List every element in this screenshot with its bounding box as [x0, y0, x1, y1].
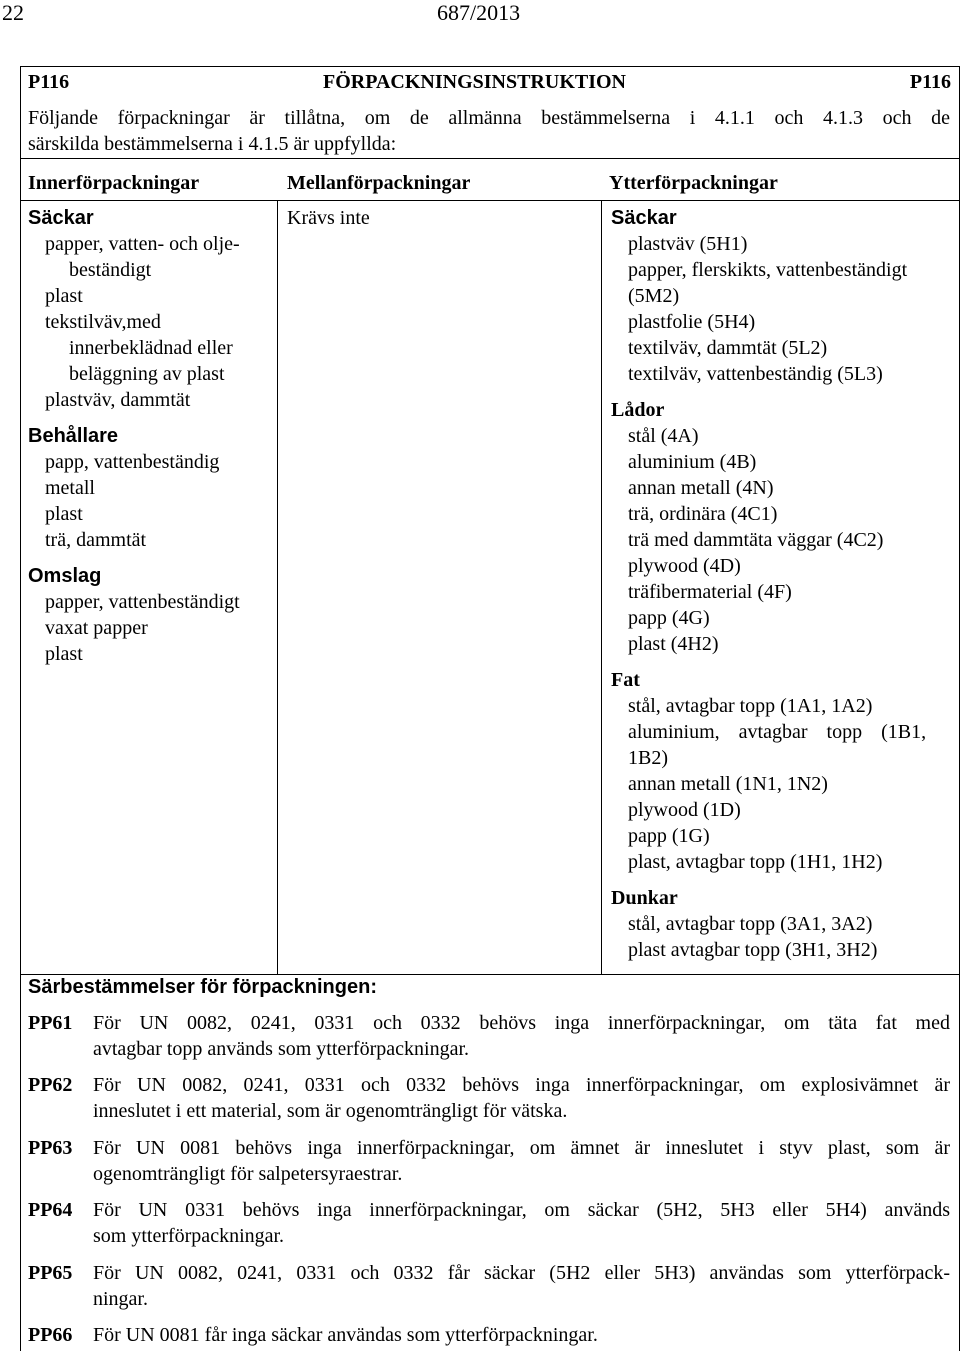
list-item: plast — [45, 285, 83, 307]
provision-text: inneslutet i ett material, som är ogenomträngligt för vätska. — [93, 1100, 568, 1122]
outer-lador-title: Lådor — [611, 399, 665, 421]
outer-packagings-column — [611, 205, 951, 963]
instruction-code-left: P116 — [28, 71, 70, 93]
list-item: träfibermaterial (4F) — [628, 581, 792, 603]
instruction-title: FÖRPACKNINGSINSTRUKTION — [323, 71, 626, 93]
list-item: papper, vattenbeständigt — [45, 591, 240, 613]
provision-code: PP63 — [28, 1137, 73, 1159]
list-item: textilväv, vattenbeständig (5L3) — [628, 363, 883, 385]
list-item: beständigt — [69, 259, 152, 281]
list-item: stål, avtagbar topp (3A1, 3A2) — [628, 913, 873, 935]
list-item: plastväv, dammtät — [45, 389, 191, 411]
list-item: aluminium, avtagbar topp (1B1, — [628, 721, 927, 743]
list-item: plywood (1D) — [628, 799, 741, 821]
list-item: trä, dammtät — [45, 529, 147, 551]
provision-text: För UN 0081 får inga säckar användas som ytterförpackningar. — [93, 1324, 598, 1346]
list-item: plast (4H2) — [628, 633, 719, 655]
list-item: papp, vattenbeständig — [45, 451, 220, 473]
list-item: papper, vatten- och olje- — [45, 233, 240, 255]
provision-code: PP64 — [28, 1199, 73, 1221]
divider — [21, 200, 959, 201]
list-item: beläggning av plast — [69, 363, 225, 385]
intro-line: särskilda bestämmelserna i 4.1.5 är uppfyllda: — [28, 133, 397, 155]
column-header-inner: Innerförpackningar — [28, 172, 200, 194]
list-item: plastfolie (5H4) — [628, 311, 756, 333]
inner-omslag-title: Omslag — [28, 565, 102, 587]
list-item: trä, ordinära (4C1) — [628, 503, 778, 525]
list-item: stål (4A) — [628, 425, 699, 447]
provision-text: För UN 0082, 0241, 0331 och 0332 får säckar (5H2 eller 5H3) användas som ytterförpack- — [93, 1262, 950, 1284]
list-item: plast — [45, 503, 83, 525]
not-required-text: Krävs inte — [287, 207, 370, 229]
list-item: annan metall (4N) — [628, 477, 774, 499]
list-item: papp (4G) — [628, 607, 710, 629]
page-number: 22 — [2, 0, 24, 25]
list-item: 1B2) — [628, 747, 668, 769]
list-item: papper, flerskikts, vattenbeständigt — [628, 259, 908, 281]
list-item: aluminium (4B) — [628, 451, 757, 473]
provision-code: PP62 — [28, 1074, 73, 1096]
provision-text: För UN 0331 behövs inga innerförpackningar, om säckar (5H2, 5H3 eller 5H4) används — [93, 1199, 950, 1221]
special-provisions-heading: Särbestämmelser för förpackningen: — [28, 976, 377, 998]
list-item: stål, avtagbar topp (1A1, 1A2) — [628, 695, 873, 717]
provision-text: som ytterförpackningar. — [93, 1225, 285, 1247]
provision-code: PP61 — [28, 1012, 73, 1034]
document-reference: 687/2013 — [437, 0, 521, 25]
list-item: textilväv, dammtät (5L2) — [628, 337, 828, 359]
column-separator — [277, 200, 278, 974]
list-item: plast — [45, 643, 83, 665]
inner-packagings-column — [28, 205, 273, 667]
list-item: plast avtagbar topp (3H1, 3H2) — [628, 939, 878, 961]
provision-text: avtagbar topp används som ytterförpackningar. — [93, 1038, 469, 1060]
list-item: plywood (4D) — [628, 555, 741, 577]
inner-behallare-title: Behållare — [28, 425, 119, 447]
provision-text: För UN 0082, 0241, 0331 och 0332 behövs inga innerförpackningar, om explosivämnet är — [93, 1074, 950, 1096]
provision-text: ningar. — [93, 1288, 148, 1310]
intermediate-packagings-column — [287, 205, 370, 231]
list-item: (5M2) — [628, 285, 680, 307]
divider — [21, 158, 959, 159]
outer-fat-title: Fat — [611, 669, 640, 691]
outer-dunkar-title: Dunkar — [611, 887, 678, 909]
list-item: plastväv (5H1) — [628, 233, 748, 255]
list-item: trä med dammtäta väggar (4C2) — [628, 529, 884, 551]
list-item: innerbeklädnad eller — [69, 337, 233, 359]
provision-text: För UN 0082, 0241, 0331 och 0332 behövs inga innerförpackningar, om täta fat med — [93, 1012, 950, 1034]
intro-line: Följande förpackningar är tillåtna, om de allmänna bestämmelserna i 4.1.1 och 4.1.3 och de — [28, 107, 950, 129]
outer-sackar-title: Säckar — [611, 207, 677, 229]
instruction-code-right: P116 — [909, 71, 951, 93]
list-item: tekstilväv,med — [45, 311, 161, 333]
inner-sackar-title: Säckar — [28, 207, 94, 229]
list-item: papp (1G) — [628, 825, 710, 847]
column-separator — [601, 200, 602, 974]
column-header-outer: Ytterförpackningar — [609, 172, 778, 194]
list-item: metall — [45, 477, 95, 499]
intro-paragraph — [28, 105, 950, 157]
provision-code: PP65 — [28, 1262, 73, 1284]
list-item: annan metall (1N1, 1N2) — [628, 773, 828, 795]
list-item: vaxat papper — [45, 617, 148, 639]
list-item: plast, avtagbar topp (1H1, 1H2) — [628, 851, 883, 873]
column-header-intermediate: Mellanförpackningar — [287, 172, 471, 194]
packing-instruction-box — [20, 66, 960, 1351]
provision-text: För UN 0081 behövs inga innerförpackningar, om ämnet är inneslutet i styv plast, som är — [93, 1137, 950, 1159]
provision-text: ogenomträngligt för salpetersyraestrar. — [93, 1163, 403, 1185]
provision-code: PP66 — [28, 1324, 73, 1346]
